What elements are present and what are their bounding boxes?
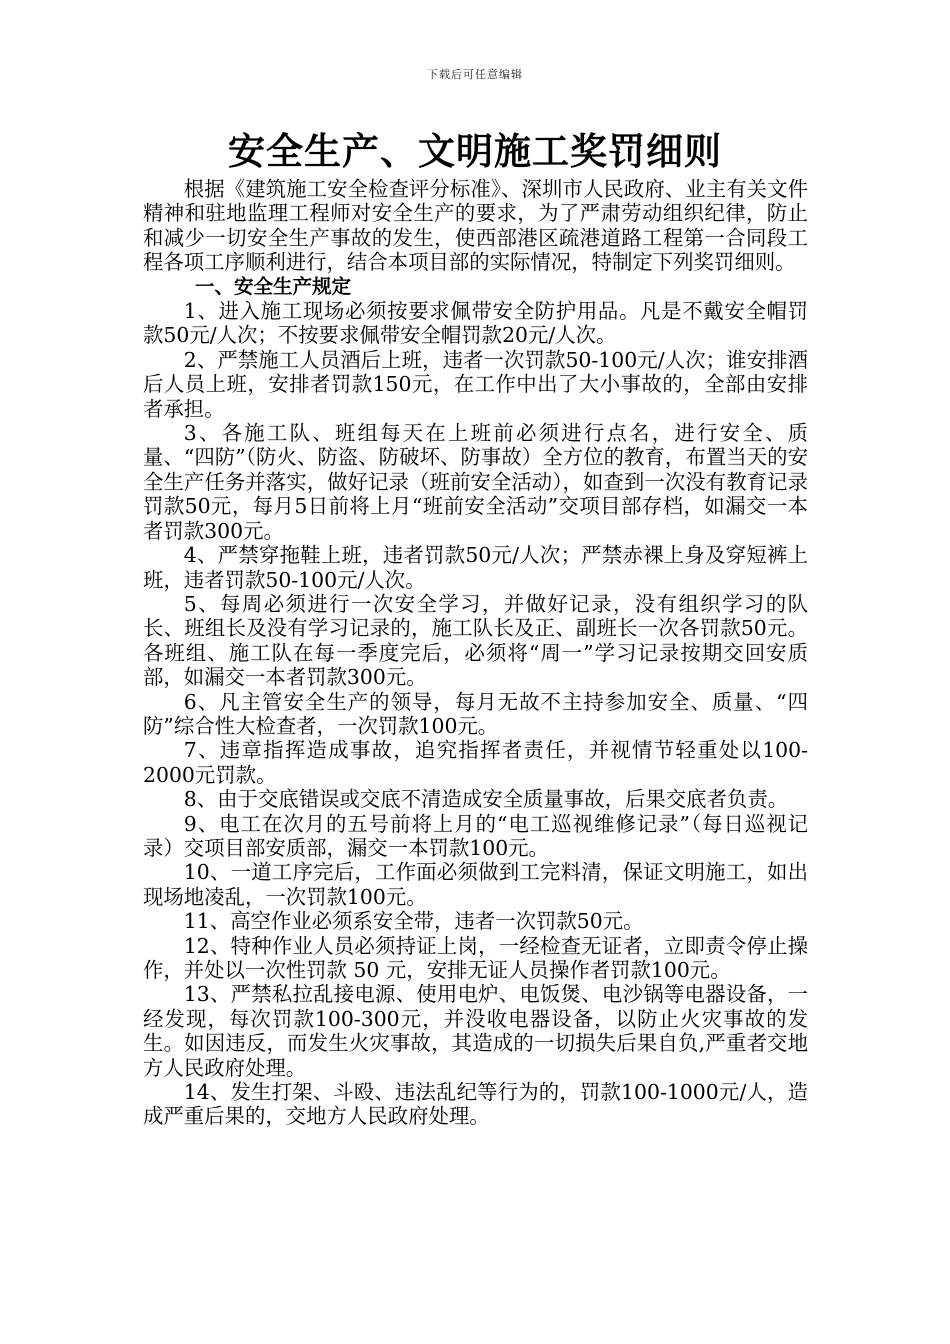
rule-13: 13、严禁私拉乱接电源、使用电炉、电饭煲、电沙锅等电器设备，一经发现，每次罚款100-300元，并没收电器设备，以防止火灾事故的发生。如因违反，而发生火灾事故，其造成的一切损失后果自负,严重者交地方人民政府处理。 bbox=[143, 982, 808, 1080]
rule-6: 6、凡主管安全生产的领导，每月无故不主持参加安全、质量、“四防”综合性大检查者，一次罚款100元。 bbox=[143, 689, 808, 738]
rule-10: 10、一道工序完后，工作面必须做到工完料清，保证文明施工，如出现场地凌乱，一次罚款100元。 bbox=[143, 860, 808, 909]
document-title: 安全生产、文明施工奖罚细则 bbox=[228, 129, 722, 173]
rule-8: 8、由于交底错误或交底不清造成安全质量事故，后果交底者负责。 bbox=[183, 787, 789, 812]
rule-11: 11、高空作业必须系安全带，违者一次罚款50元。 bbox=[183, 909, 644, 934]
section-heading-safety: 一、安全生产规定 bbox=[195, 274, 352, 298]
rule-1: 1、进入施工现场必须按要求佩带安全防护用品。凡是不戴安全帽罚款50元/人次；不按要求佩带安全帽罚款20元/人次。 bbox=[143, 299, 808, 348]
rule-3: 3、各施工队、班组每天在上班前必须进行点名，进行安全、质量、“四防”（防火、防盗、防破坏、防事故）全方位的教育，布置当天的安全生产任务并落实，做好记录（班前安全活动），如查到一次没有教育记录罚款50元，每月5日前将上月“班前安全活动”交项目部存档，如漏交一本者罚款300元。 bbox=[143, 421, 808, 543]
rule-5: 5、每周必须进行一次安全学习，并做好记录，没有组织学习的队长、班组长及没有学习记录的，施工队长及正、副班长一次各罚款50元。各班组、施工队在每一季度完后，必须将“周一”学习记录按期交回安质部，如漏交一本者罚款300元。 bbox=[143, 591, 808, 690]
rule-2: 2、严禁施工人员酒后上班，违者一次罚款50-100元/人次；谁安排酒后人员上班，安排者罚款150元，在工作中出了大小事故的，全部由安排者承担。 bbox=[143, 347, 808, 421]
rule-12: 12、特种作业人员必须持证上岗，一经检查无证者，立即责令停止操作，并处以一次性罚款 50 元，安排无证人员操作者罚款100元。 bbox=[143, 933, 808, 982]
rule-4: 4、严禁穿拖鞋上班，违者罚款50元/人次；严禁赤裸上身及穿短裤上班，违者罚款50-100元/人次。 bbox=[143, 543, 808, 592]
rule-9: 9、电工在次月的五号前将上月的“电工巡视维修记录”（每日巡视记录）交项目部安质部，漏交一本罚款100元。 bbox=[143, 811, 808, 860]
rule-7: 7、违章指挥造成事故，追究指挥者责任，并视情节轻重处以100-2000元罚款。 bbox=[143, 738, 808, 787]
document-body bbox=[143, 177, 808, 1129]
rule-14: 14、发生打架、斗殴、违法乱纪等行为的，罚款100-1000元/人，造成严重后果的，交地方人民政府处理。 bbox=[143, 1080, 808, 1129]
intro-paragraph: 根据《建筑施工安全检查评分标准》、深圳市人民政府、业主有关文件精神和驻地监理工程师对安全生产的要求，为了严肃劳动组织纪律，防止和减少一切安全生产事故的发生，使西部港区疏港道路工程第一合同段工程各项工序顺利进行，结合本项目部的实际情况，特制定下列奖罚细则。 bbox=[143, 177, 808, 275]
header-note: 下载后可任意编辑 bbox=[427, 68, 523, 81]
